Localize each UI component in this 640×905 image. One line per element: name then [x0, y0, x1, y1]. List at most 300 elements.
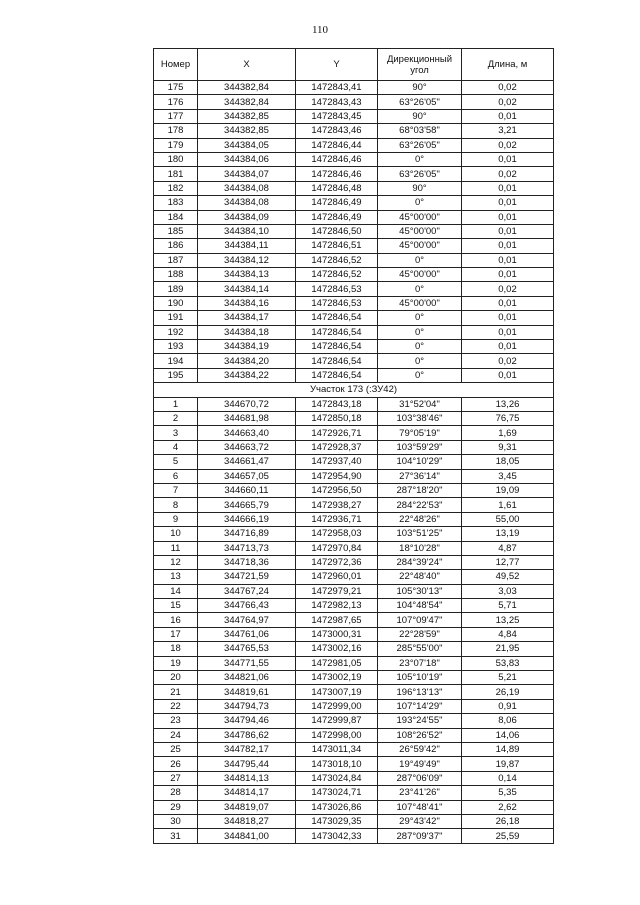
cell-y: 1472958,03: [296, 527, 378, 541]
cell-length: 25,59: [462, 829, 554, 843]
cell-y: 1472998,00: [296, 728, 378, 742]
cell-direction-angle: 0°: [378, 325, 462, 339]
cell-direction-angle: 68°03'58": [378, 124, 462, 138]
cell-y: 1473000,31: [296, 627, 378, 641]
table-row: [154, 239, 554, 253]
cell-y: 1473026,86: [296, 800, 378, 814]
cell-length: 55,00: [462, 512, 554, 526]
cell-y: 1473007,19: [296, 685, 378, 699]
table-row: [154, 728, 554, 742]
cell-length: 5,35: [462, 786, 554, 800]
cell-direction-angle: 104°48'54": [378, 599, 462, 613]
cell-number: 183: [154, 196, 198, 210]
table-row: [154, 555, 554, 569]
cell-y: 1472846,51: [296, 239, 378, 253]
table-row: [154, 368, 554, 382]
cell-direction-angle: 29°43'42": [378, 814, 462, 828]
cell-number: 19: [154, 656, 198, 670]
table-row: [154, 814, 554, 828]
cell-length: 0,01: [462, 196, 554, 210]
cell-number: 188: [154, 268, 198, 282]
cell-x: 344384,08: [198, 196, 296, 210]
cell-length: 53,83: [462, 656, 554, 670]
cell-y: 1472956,50: [296, 483, 378, 497]
header-y: Y: [296, 49, 378, 81]
cell-number: 27: [154, 771, 198, 785]
cell-y: 1472846,54: [296, 368, 378, 382]
cell-y: 1472999,87: [296, 714, 378, 728]
cell-y: 1472846,49: [296, 210, 378, 224]
cell-direction-angle: 79°05'19": [378, 426, 462, 440]
table-row: [154, 527, 554, 541]
cell-y: 1472982,13: [296, 599, 378, 613]
cell-number: 181: [154, 167, 198, 181]
cell-x: 344665,79: [198, 498, 296, 512]
cell-length: 1,69: [462, 426, 554, 440]
cell-number: 189: [154, 282, 198, 296]
cell-number: 7: [154, 483, 198, 497]
cell-number: 190: [154, 296, 198, 310]
cell-x: 344384,13: [198, 268, 296, 282]
table-row: [154, 210, 554, 224]
cell-number: 185: [154, 224, 198, 238]
cell-number: 26: [154, 757, 198, 771]
cell-y: 1472954,90: [296, 469, 378, 483]
page-number: 110: [311, 24, 329, 36]
table-row: [154, 426, 554, 440]
cell-length: 1,61: [462, 498, 554, 512]
cell-direction-angle: 107°14'29": [378, 699, 462, 713]
cell-length: 4,87: [462, 541, 554, 555]
cell-length: 13,19: [462, 527, 554, 541]
cell-x: 344384,07: [198, 167, 296, 181]
section-title: Участок 173 (:ЗУ42): [154, 383, 554, 397]
cell-number: 6: [154, 469, 198, 483]
cell-x: 344384,17: [198, 311, 296, 325]
cell-length: 0,01: [462, 311, 554, 325]
cell-direction-angle: 63°26'05": [378, 138, 462, 152]
cell-y: 1473024,84: [296, 771, 378, 785]
table-row: [154, 469, 554, 483]
table-row: [154, 354, 554, 368]
cell-direction-angle: 284°39'24": [378, 555, 462, 569]
table-row: [154, 613, 554, 627]
cell-direction-angle: 63°26'05": [378, 167, 462, 181]
cell-y: 1472972,36: [296, 555, 378, 569]
cell-number: 192: [154, 325, 198, 339]
cell-length: 18,05: [462, 455, 554, 469]
cell-length: 26,19: [462, 685, 554, 699]
table-row: [154, 599, 554, 613]
cell-y: 1472936,71: [296, 512, 378, 526]
cell-length: 0,02: [462, 282, 554, 296]
cell-x: 344663,72: [198, 440, 296, 454]
cell-number: 12: [154, 555, 198, 569]
cell-number: 30: [154, 814, 198, 828]
cell-number: 187: [154, 253, 198, 267]
cell-length: 0,01: [462, 210, 554, 224]
cell-direction-angle: 19°49'49": [378, 757, 462, 771]
cell-x: 344786,62: [198, 728, 296, 742]
table-row: [154, 671, 554, 685]
cell-x: 344718,36: [198, 555, 296, 569]
cell-number: 193: [154, 340, 198, 354]
cell-length: 0,01: [462, 296, 554, 310]
cell-number: 13: [154, 570, 198, 584]
cell-y: 1472846,54: [296, 325, 378, 339]
cell-length: 14,89: [462, 742, 554, 756]
cell-number: 22: [154, 699, 198, 713]
cell-number: 15: [154, 599, 198, 613]
cell-number: 195: [154, 368, 198, 382]
cell-x: 344384,18: [198, 325, 296, 339]
cell-length: 0,01: [462, 368, 554, 382]
cell-y: 1473018,10: [296, 757, 378, 771]
cell-length: 0,01: [462, 340, 554, 354]
cell-x: 344713,73: [198, 541, 296, 555]
table-row: [154, 282, 554, 296]
cell-x: 344384,14: [198, 282, 296, 296]
cell-y: 1472970,84: [296, 541, 378, 555]
cell-direction-angle: 0°: [378, 282, 462, 296]
cell-direction-angle: 45°00'00": [378, 210, 462, 224]
table-row: [154, 771, 554, 785]
table-row: [154, 340, 554, 354]
cell-number: 18: [154, 642, 198, 656]
cell-direction-angle: 63°26'05": [378, 95, 462, 109]
cell-direction-angle: 22°48'26": [378, 512, 462, 526]
table-row: [154, 584, 554, 598]
cell-x: 344384,22: [198, 368, 296, 382]
cell-number: 176: [154, 95, 198, 109]
section-row: [154, 383, 554, 397]
cell-number: 5: [154, 455, 198, 469]
cell-x: 344794,46: [198, 714, 296, 728]
cell-direction-angle: 103°59'29": [378, 440, 462, 454]
table-row: [154, 167, 554, 181]
cell-y: 1472843,41: [296, 81, 378, 95]
cell-number: 11: [154, 541, 198, 555]
table-row: [154, 699, 554, 713]
cell-number: 4: [154, 440, 198, 454]
table-row: [154, 800, 554, 814]
cell-number: 24: [154, 728, 198, 742]
cell-direction-angle: 90°: [378, 109, 462, 123]
cell-x: 344384,08: [198, 181, 296, 195]
cell-y: 1472846,46: [296, 152, 378, 166]
cell-x: 344384,12: [198, 253, 296, 267]
cell-direction-angle: 103°51'25": [378, 527, 462, 541]
cell-number: 17: [154, 627, 198, 641]
cell-direction-angle: 285°55'00": [378, 642, 462, 656]
cell-y: 1472846,52: [296, 268, 378, 282]
cell-direction-angle: 45°00'00": [378, 268, 462, 282]
table-row: [154, 411, 554, 425]
table-row: [154, 742, 554, 756]
table-row: [154, 757, 554, 771]
cell-number: 1: [154, 397, 198, 411]
cell-y: 1472846,49: [296, 196, 378, 210]
cell-y: 1472846,48: [296, 181, 378, 195]
cell-length: 5,21: [462, 671, 554, 685]
cell-length: 21,95: [462, 642, 554, 656]
cell-direction-angle: 287°09'37": [378, 829, 462, 843]
cell-direction-angle: 287°18'20": [378, 483, 462, 497]
cell-x: 344661,47: [198, 455, 296, 469]
cell-direction-angle: 107°48'41": [378, 800, 462, 814]
cell-number: 21: [154, 685, 198, 699]
cell-length: 2,62: [462, 800, 554, 814]
coordinates-table: [153, 48, 554, 844]
cell-y: 1473002,19: [296, 671, 378, 685]
cell-x: 344821,06: [198, 671, 296, 685]
cell-y: 1472979,21: [296, 584, 378, 598]
cell-x: 344814,17: [198, 786, 296, 800]
table-row: [154, 311, 554, 325]
cell-length: 8,06: [462, 714, 554, 728]
cell-direction-angle: 27°36'14": [378, 469, 462, 483]
table-row: [154, 541, 554, 555]
cell-length: 0,14: [462, 771, 554, 785]
table-row: [154, 224, 554, 238]
cell-x: 344663,40: [198, 426, 296, 440]
cell-number: 180: [154, 152, 198, 166]
cell-length: 9,31: [462, 440, 554, 454]
cell-length: 3,03: [462, 584, 554, 598]
cell-direction-angle: 23°07'18": [378, 656, 462, 670]
cell-length: 13,26: [462, 397, 554, 411]
cell-direction-angle: 105°30'13": [378, 584, 462, 598]
cell-y: 1472999,00: [296, 699, 378, 713]
cell-length: 19,09: [462, 483, 554, 497]
cell-x: 344384,16: [198, 296, 296, 310]
cell-length: 0,02: [462, 95, 554, 109]
cell-x: 344384,05: [198, 138, 296, 152]
header-direction-angle: Дирекционный угол: [378, 49, 462, 81]
cell-y: 1473029,35: [296, 814, 378, 828]
table-row: [154, 196, 554, 210]
table-row: [154, 570, 554, 584]
cell-direction-angle: 287°06'09": [378, 771, 462, 785]
cell-direction-angle: 45°00'00": [378, 296, 462, 310]
table-row: [154, 152, 554, 166]
table-header-row: [154, 49, 554, 81]
cell-y: 1472843,18: [296, 397, 378, 411]
cell-x: 344382,85: [198, 109, 296, 123]
cell-y: 1472843,43: [296, 95, 378, 109]
cell-y: 1472928,37: [296, 440, 378, 454]
cell-number: 20: [154, 671, 198, 685]
cell-y: 1472846,50: [296, 224, 378, 238]
table-row: [154, 829, 554, 843]
cell-number: 10: [154, 527, 198, 541]
cell-length: 0,02: [462, 138, 554, 152]
cell-y: 1472843,45: [296, 109, 378, 123]
cell-number: 8: [154, 498, 198, 512]
cell-length: 0,01: [462, 181, 554, 195]
cell-number: 28: [154, 786, 198, 800]
cell-x: 344384,11: [198, 239, 296, 253]
cell-number: 9: [154, 512, 198, 526]
cell-number: 2: [154, 411, 198, 425]
cell-x: 344384,20: [198, 354, 296, 368]
cell-x: 344782,17: [198, 742, 296, 756]
table-row: [154, 268, 554, 282]
cell-direction-angle: 0°: [378, 152, 462, 166]
cell-length: 0,01: [462, 268, 554, 282]
cell-length: 0,02: [462, 167, 554, 181]
cell-y: 1472846,54: [296, 311, 378, 325]
cell-length: 0,01: [462, 152, 554, 166]
cell-number: 29: [154, 800, 198, 814]
cell-number: 191: [154, 311, 198, 325]
table-row: [154, 109, 554, 123]
cell-x: 344384,06: [198, 152, 296, 166]
cell-x: 344382,84: [198, 95, 296, 109]
cell-x: 344384,19: [198, 340, 296, 354]
cell-y: 1473042,33: [296, 829, 378, 843]
cell-number: 177: [154, 109, 198, 123]
cell-y: 1472846,53: [296, 296, 378, 310]
cell-length: 19,87: [462, 757, 554, 771]
cell-x: 344670,72: [198, 397, 296, 411]
cell-direction-angle: 105°10'19": [378, 671, 462, 685]
cell-direction-angle: 0°: [378, 368, 462, 382]
cell-direction-angle: 22°28'59": [378, 627, 462, 641]
cell-number: 3: [154, 426, 198, 440]
cell-direction-angle: 196°13'13": [378, 685, 462, 699]
cell-x: 344765,53: [198, 642, 296, 656]
header-length: Длина, м: [462, 49, 554, 81]
cell-x: 344384,10: [198, 224, 296, 238]
cell-y: 1472843,46: [296, 124, 378, 138]
cell-direction-angle: 0°: [378, 340, 462, 354]
cell-number: 175: [154, 81, 198, 95]
table-row: [154, 685, 554, 699]
cell-number: 178: [154, 124, 198, 138]
cell-direction-angle: 31°52'04": [378, 397, 462, 411]
cell-length: 0,01: [462, 224, 554, 238]
table-row: [154, 455, 554, 469]
cell-direction-angle: 103°38'46": [378, 411, 462, 425]
table-row: [154, 656, 554, 670]
cell-number: 31: [154, 829, 198, 843]
cell-direction-angle: 26°59'42": [378, 742, 462, 756]
cell-direction-angle: 0°: [378, 196, 462, 210]
cell-x: 344794,73: [198, 699, 296, 713]
table-row: [154, 498, 554, 512]
cell-x: 344764,97: [198, 613, 296, 627]
cell-direction-angle: 0°: [378, 253, 462, 267]
cell-x: 344766,43: [198, 599, 296, 613]
cell-x: 344721,59: [198, 570, 296, 584]
table-row: [154, 714, 554, 728]
cell-direction-angle: 90°: [378, 81, 462, 95]
cell-length: 4,84: [462, 627, 554, 641]
cell-direction-angle: 193°24'55": [378, 714, 462, 728]
cell-length: 0,01: [462, 109, 554, 123]
cell-x: 344771,55: [198, 656, 296, 670]
cell-number: 182: [154, 181, 198, 195]
cell-y: 1472937,40: [296, 455, 378, 469]
cell-y: 1472938,27: [296, 498, 378, 512]
cell-x: 344818,27: [198, 814, 296, 828]
cell-direction-angle: 22°48'40": [378, 570, 462, 584]
cell-length: 0,02: [462, 354, 554, 368]
cell-number: 23: [154, 714, 198, 728]
cell-y: 1473024,71: [296, 786, 378, 800]
cell-length: 0,02: [462, 81, 554, 95]
cell-length: 13,25: [462, 613, 554, 627]
cell-number: 184: [154, 210, 198, 224]
table-row: [154, 138, 554, 152]
table-row: [154, 253, 554, 267]
table-row: [154, 124, 554, 138]
cell-x: 344795,44: [198, 757, 296, 771]
cell-direction-angle: 284°22'53": [378, 498, 462, 512]
cell-direction-angle: 0°: [378, 311, 462, 325]
table-row: [154, 95, 554, 109]
cell-length: 3,21: [462, 124, 554, 138]
cell-x: 344814,13: [198, 771, 296, 785]
cell-x: 344657,05: [198, 469, 296, 483]
cell-y: 1473011,34: [296, 742, 378, 756]
cell-length: 26,18: [462, 814, 554, 828]
cell-length: 3,45: [462, 469, 554, 483]
cell-length: 0,01: [462, 325, 554, 339]
cell-length: 12,77: [462, 555, 554, 569]
header-number: Номер: [154, 49, 198, 81]
cell-x: 344382,85: [198, 124, 296, 138]
cell-x: 344660,11: [198, 483, 296, 497]
cell-number: 14: [154, 584, 198, 598]
cell-y: 1472850,18: [296, 411, 378, 425]
cell-y: 1472846,54: [296, 354, 378, 368]
cell-x: 344767,24: [198, 584, 296, 598]
table-row: [154, 397, 554, 411]
cell-y: 1472846,54: [296, 340, 378, 354]
table-row: [154, 512, 554, 526]
cell-y: 1472846,46: [296, 167, 378, 181]
table-row: [154, 642, 554, 656]
cell-direction-angle: 104°10'29": [378, 455, 462, 469]
table-row: [154, 786, 554, 800]
cell-number: 186: [154, 239, 198, 253]
header-x: X: [198, 49, 296, 81]
cell-direction-angle: 107°09'47": [378, 613, 462, 627]
cell-length: 5,71: [462, 599, 554, 613]
cell-y: 1472987,65: [296, 613, 378, 627]
cell-direction-angle: 90°: [378, 181, 462, 195]
cell-x: 344761,06: [198, 627, 296, 641]
cell-length: 49,52: [462, 570, 554, 584]
cell-x: 344384,09: [198, 210, 296, 224]
cell-x: 344382,84: [198, 81, 296, 95]
cell-x: 344666,19: [198, 512, 296, 526]
cell-length: 0,01: [462, 253, 554, 267]
cell-direction-angle: 0°: [378, 354, 462, 368]
cell-number: 179: [154, 138, 198, 152]
cell-y: 1473002,16: [296, 642, 378, 656]
table-row: [154, 483, 554, 497]
cell-y: 1472960,01: [296, 570, 378, 584]
cell-number: 16: [154, 613, 198, 627]
table-row: [154, 181, 554, 195]
cell-number: 194: [154, 354, 198, 368]
cell-y: 1472846,44: [296, 138, 378, 152]
cell-y: 1472981,05: [296, 656, 378, 670]
cell-direction-angle: 45°00'00": [378, 224, 462, 238]
